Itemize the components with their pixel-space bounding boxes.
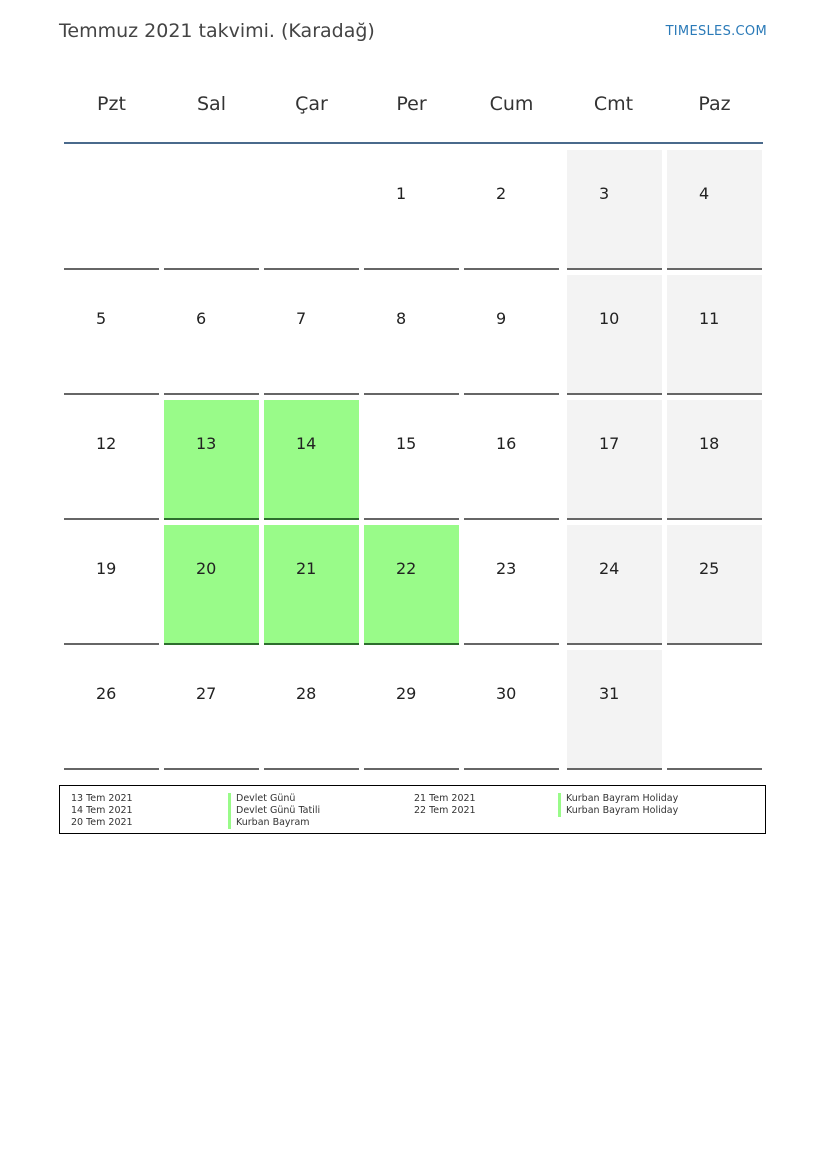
day-cell	[567, 650, 662, 770]
day-cell	[264, 400, 359, 520]
day-cell	[164, 400, 259, 520]
day-number: 26	[96, 684, 117, 703]
weekday-label: Per	[396, 93, 427, 115]
day-cell	[164, 650, 259, 770]
day-cell	[64, 525, 159, 645]
legend-holiday-name: Kurban Bayram	[228, 817, 310, 829]
weekday-label: Pzt	[97, 93, 126, 115]
day-number: 15	[396, 434, 417, 453]
empty-day-cell	[264, 150, 359, 270]
day-cell	[667, 400, 762, 520]
day-number: 8	[396, 309, 407, 328]
day-cell	[667, 150, 762, 270]
day-number: 5	[96, 309, 107, 328]
day-cell	[364, 275, 459, 395]
empty-day-cell	[667, 650, 762, 770]
day-number: 22	[396, 559, 417, 578]
day-number: 13	[196, 434, 217, 453]
day-number: 31	[599, 684, 620, 703]
day-number: 4	[699, 184, 710, 203]
day-cell	[567, 400, 662, 520]
day-number: 7	[296, 309, 307, 328]
day-number: 1	[396, 184, 407, 203]
day-number: 20	[196, 559, 217, 578]
day-number: 9	[496, 309, 507, 328]
empty-day-cell	[164, 150, 259, 270]
day-cell	[64, 275, 159, 395]
legend-date: 13 Tem 2021	[71, 793, 133, 804]
day-number: 25	[699, 559, 720, 578]
day-cell	[567, 275, 662, 395]
day-number: 24	[599, 559, 620, 578]
day-cell	[464, 650, 559, 770]
legend-holiday-name: Devlet Günü	[228, 793, 295, 805]
day-number: 27	[196, 684, 217, 703]
legend-date: 22 Tem 2021	[414, 805, 476, 816]
legend-holiday-name: Devlet Günü Tatili	[228, 805, 320, 817]
day-cell	[164, 525, 259, 645]
day-number: 11	[699, 309, 720, 328]
legend-date: 21 Tem 2021	[414, 793, 476, 804]
day-number: 19	[96, 559, 117, 578]
legend-holiday-name: Kurban Bayram Holiday	[558, 805, 678, 817]
legend-date: 14 Tem 2021	[71, 805, 133, 816]
day-number: 18	[699, 434, 720, 453]
day-number: 16	[496, 434, 517, 453]
day-cell	[364, 650, 459, 770]
day-number: 12	[96, 434, 117, 453]
day-cell	[364, 400, 459, 520]
empty-day-cell	[64, 150, 159, 270]
day-number: 2	[496, 184, 507, 203]
calendar-grid	[64, 150, 768, 775]
day-cell	[464, 400, 559, 520]
day-cell	[464, 150, 559, 270]
day-cell	[164, 275, 259, 395]
day-cell	[364, 525, 459, 645]
day-number: 28	[296, 684, 317, 703]
weekday-label: Çar	[295, 93, 328, 115]
weekday-label: Paz	[698, 93, 731, 115]
day-number: 3	[599, 184, 610, 203]
day-cell	[64, 400, 159, 520]
day-cell	[64, 650, 159, 770]
day-cell	[264, 650, 359, 770]
day-cell	[464, 525, 559, 645]
day-number: 21	[296, 559, 317, 578]
legend-holiday-name: Kurban Bayram Holiday	[558, 793, 678, 805]
day-number: 30	[496, 684, 517, 703]
day-cell	[667, 525, 762, 645]
weekday-label: Cmt	[593, 93, 634, 115]
day-cell	[667, 275, 762, 395]
day-number: 10	[599, 309, 620, 328]
weekday-label: Cum	[489, 93, 534, 115]
brand-link[interactable]: TIMESLES.COM	[665, 24, 767, 39]
legend-date: 20 Tem 2021	[71, 817, 133, 828]
header-divider	[64, 142, 763, 144]
holiday-legend	[59, 785, 766, 834]
page-title: Temmuz 2021 takvimi. (Karadağ)	[59, 20, 375, 42]
day-number: 14	[296, 434, 317, 453]
day-cell	[264, 525, 359, 645]
day-cell	[364, 150, 459, 270]
day-cell	[464, 275, 559, 395]
day-number: 23	[496, 559, 517, 578]
day-cell	[264, 275, 359, 395]
weekday-label: Sal	[197, 93, 226, 115]
day-cell	[567, 150, 662, 270]
weekday-header-row	[64, 70, 763, 140]
day-cell	[567, 525, 662, 645]
day-number: 29	[396, 684, 417, 703]
day-number: 17	[599, 434, 620, 453]
day-number: 6	[196, 309, 207, 328]
